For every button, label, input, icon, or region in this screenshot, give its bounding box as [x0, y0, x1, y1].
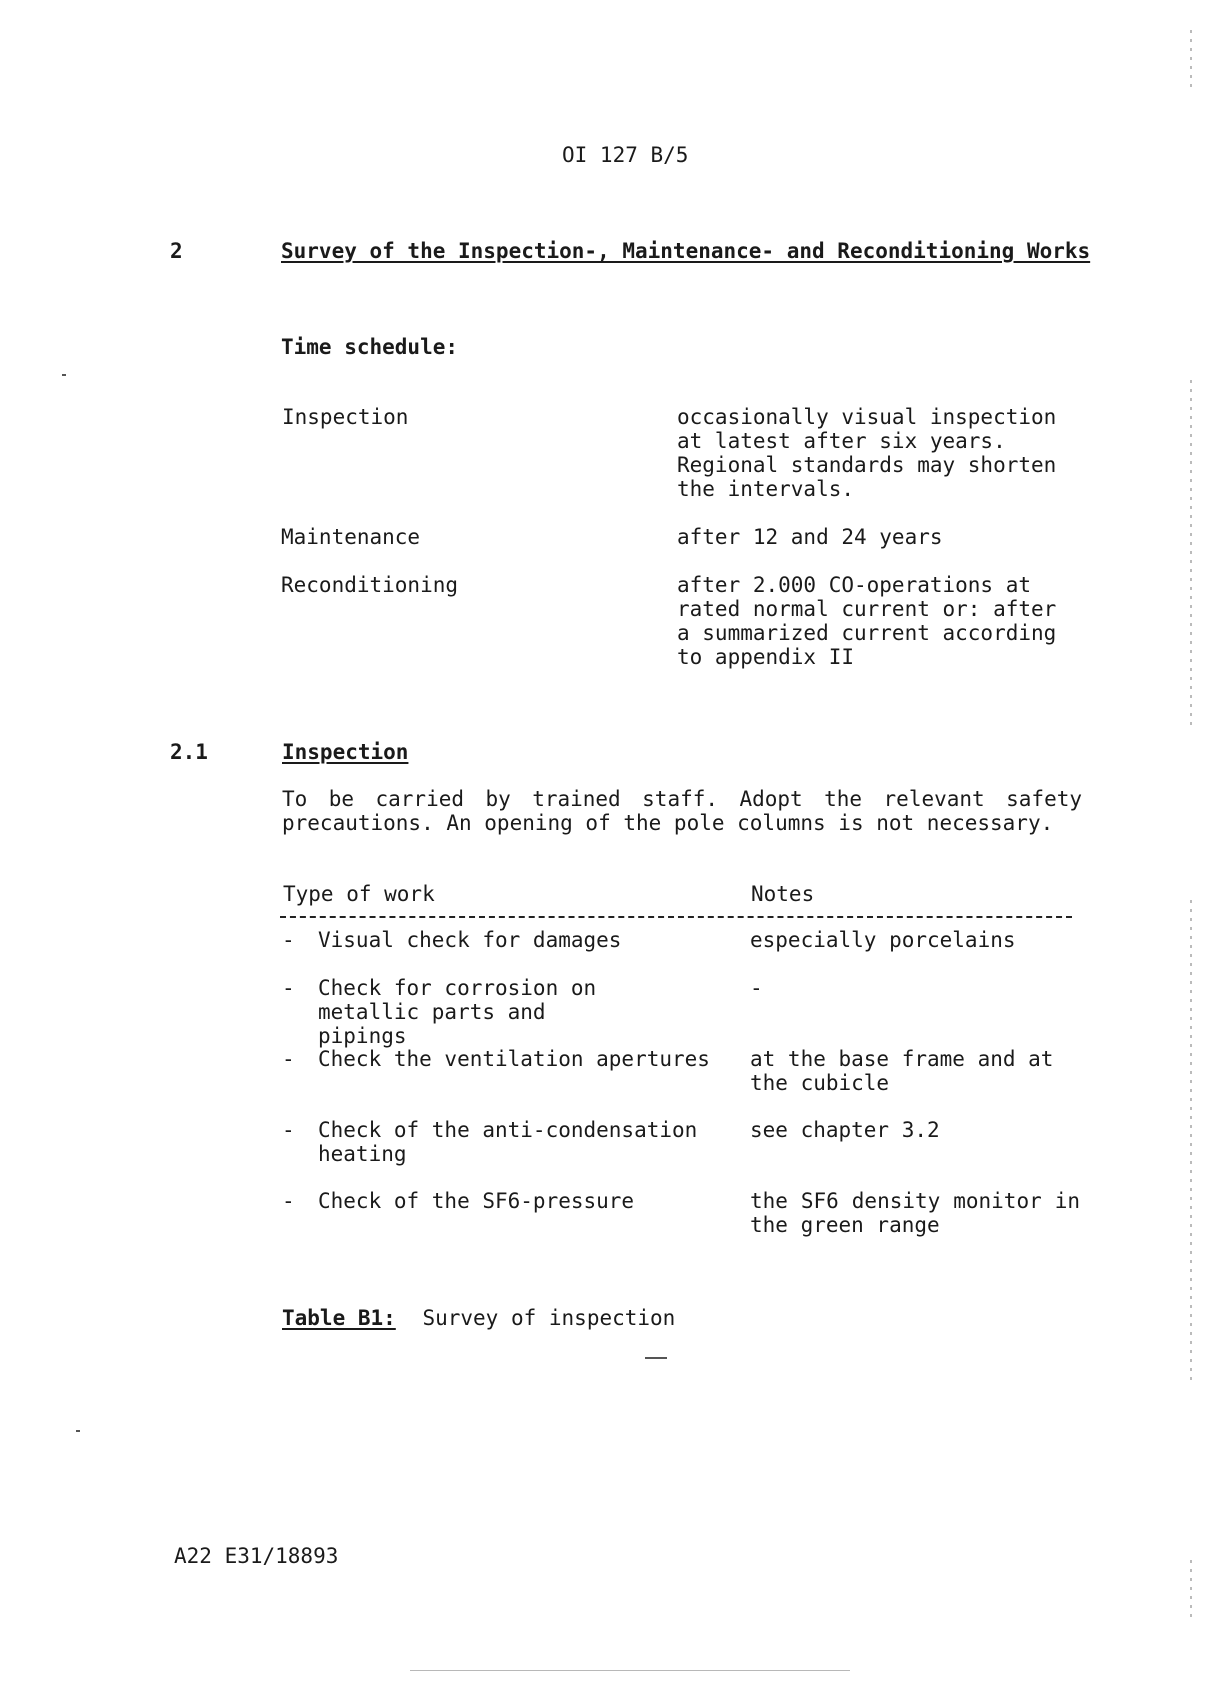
scan-bottom-line: [410, 1670, 850, 1671]
work-note: see chapter 3.2: [750, 1118, 940, 1142]
table-caption: [282, 1306, 675, 1330]
scan-speck: [76, 1430, 80, 1432]
scan-speck: [645, 1357, 667, 1359]
scan-speck: [62, 374, 66, 376]
time-schedule-heading: Time schedule:: [281, 335, 459, 359]
column-header-type: Type of work: [283, 882, 435, 906]
work-item: Check of the anti-condensation heating: [318, 1118, 698, 1166]
subsection-title: Inspection: [282, 740, 409, 764]
section-number: 2: [170, 239, 183, 263]
document-code: OI 127 B/5: [562, 143, 689, 167]
work-note: at the base frame and at the cubicle: [750, 1047, 1054, 1095]
row-dash: -: [282, 928, 295, 952]
work-note: especially porcelains: [750, 928, 1016, 952]
work-item: Check for corrosion on metallic parts and pipings: [318, 976, 597, 1048]
schedule-text-maintenance: after 12 and 24 years: [677, 525, 943, 549]
work-item: Visual check for damages: [318, 928, 622, 952]
subsection-number: 2.1: [170, 740, 208, 764]
table-caption-label: Table B1:: [282, 1306, 396, 1330]
inspection-intro: To be carried by trained staff. Adopt the relevant safety precautions. An opening of the pole columns is not necessary.: [282, 787, 1082, 835]
schedule-label-maintenance: Maintenance: [281, 525, 421, 549]
scan-edge-marks: [1190, 380, 1192, 730]
schedule-label-reconditioning: Reconditioning: [281, 573, 459, 597]
schedule-label-inspection: Inspection: [282, 405, 409, 429]
scan-edge-marks: [1190, 30, 1192, 90]
row-dash: -: [282, 1118, 295, 1142]
work-item: Check the ventilation apertures: [318, 1047, 710, 1071]
row-dash: -: [282, 976, 295, 1000]
work-item: Check of the SF6-pressure: [318, 1189, 635, 1213]
schedule-text-reconditioning: after 2.000 CO-operations at rated normal current or: after a summarized current according to appendix II: [677, 573, 1057, 669]
row-dash: -: [282, 1189, 295, 1213]
scan-edge-marks: [1190, 1560, 1192, 1620]
schedule-text-inspection: occasionally visual inspection at latest after six years. Regional standards may shorten the intervals.: [677, 405, 1057, 501]
section-title: Survey of the Inspection-, Maintenance- and Reconditioning Works: [281, 239, 1091, 263]
scan-edge-marks: [1190, 900, 1192, 1380]
row-dash: -: [282, 1047, 295, 1071]
work-note: the SF6 density monitor in the green range: [750, 1189, 1080, 1237]
work-note: -: [750, 976, 763, 1000]
column-header-notes: Notes: [751, 882, 815, 906]
table-caption-text: Survey of inspection: [422, 1306, 676, 1330]
footer-code: A22 E31/18893: [174, 1544, 339, 1568]
table-dashed-rule: [280, 916, 1072, 918]
